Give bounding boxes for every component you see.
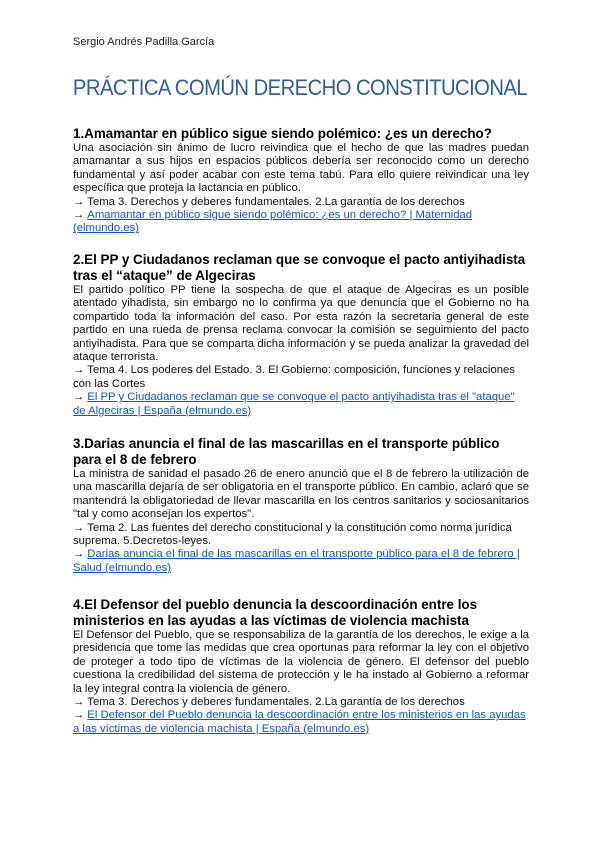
section-2 [73, 252, 529, 418]
topic-text: Tema 2. Las fuentes del derecho constitucional y la constitución como norma jurídica suprema. 5.Decretos-leyes. [73, 521, 512, 548]
section-topic [73, 696, 529, 709]
arrow-icon: → [73, 548, 85, 561]
source-link[interactable]: El Defensor del Pueblo denuncia la descoordinación entre los ministerios en las ayudas a las víctimas de violencia machista | España (elmundo.es) [73, 709, 526, 735]
section-topic [73, 522, 529, 549]
section-body: Una asociación sin ánimo de lucro reivindica que el hecho de que las madres puedan amamantar a sus hijos en espacios públicos debería ser reconocido como un derecho fundamental y así poder acabar con este tema tabú. Para ello quiere reivindicar una ley específica que proteja la lactancia en público. [73, 142, 529, 195]
section-source [73, 209, 529, 236]
source-link[interactable]: El PP y Ciudadanos reclaman que se convoque el pacto antiyihadista tras el "ataque" de Algeciras | España (elmundo.es) [73, 391, 515, 417]
section-source [73, 548, 529, 575]
section-source [73, 709, 529, 736]
section-heading: 2.El PP y Ciudadanos reclaman que se convoque el pacto antiyihadista tras el “ataque” de Algeciras [73, 252, 526, 283]
section-1 [73, 126, 529, 236]
topic-text: Tema 3. Derechos y deberes fundamentales. 2.La garantía de los derechos [87, 696, 465, 709]
section-topic [73, 364, 529, 391]
source-link[interactable]: Amamantar en público sigue siendo polémico: ¿es un derecho? | Maternidad (elmundo.es) [73, 209, 473, 235]
arrow-icon: → [73, 696, 85, 709]
source-link[interactable]: Darias anuncia el final de las mascarillas en el transporte público para el 8 de febrero | Salud (elmundo.es) [73, 548, 520, 574]
section-heading: 1.Amamantar en público sigue siendo polémico: ¿es un derecho? [73, 126, 492, 141]
section-source [73, 391, 529, 418]
section-heading: 3.Darias anuncia el final de las mascarillas en el transporte público para el 8 de febrero [73, 436, 500, 467]
arrow-icon: → [73, 521, 85, 534]
section-topic [73, 196, 529, 209]
author-name: Sergio Andrés Padilla García [73, 36, 215, 48]
arrow-icon: → [73, 391, 85, 404]
section-4 [73, 597, 529, 736]
arrow-icon: → [73, 364, 85, 377]
topic-text: Tema 4. Los poderes del Estado. 3. El Gobierno: composición, funciones y relaciones con las Cortes [73, 364, 515, 390]
arrow-icon: → [73, 195, 85, 208]
section-3 [73, 436, 529, 575]
section-body: El Defensor del Pueblo, que se responsabiliza de la garantía de los derechos, le exige a la presidencia que tome las medidas que crea oportunas para reformar la ley con el objetivo de proteger a todo tipo de víctimas de la violencia de género. El defensor del pueblo cuestiona la credibilidad del sistema de protección y le ha instado al Gobierno a reformar la ley integral contra la violencia de género. [73, 629, 529, 695]
arrow-icon: → [73, 209, 85, 222]
arrow-icon: → [73, 709, 85, 722]
section-heading: 4.El Defensor del pueblo denuncia la descoordinación entre los ministerios en las ayudas a las víctimas de violencia machista [73, 597, 478, 628]
topic-text: Tema 3. Derechos y deberes fundamentales. 2.La garantía de los derechos [87, 195, 465, 208]
document-title: PRÁCTICA COMÚN DERECHO CONSTITUCIONAL [72, 75, 528, 100]
section-body: El partido político PP tiene la sospecha de que el ataque de Algeciras es un posible atentado yihadista, sin embargo no lo confirma ya que denuncia que el Gobierno no ha compartido toda la información del caso. Por esta razón la secretaria general de este partido en una rueda de prensa reclama convocar la comisión se seguimiento del pacto antiyihadista. Para que se comparta dicha información y se pueda analizar la gravedad del ataque terrorista. [73, 284, 529, 364]
section-body: La ministra de sanidad el pasado 26 de enero anunció que el 8 de febrero la utilización de una mascarilla dejaría de ser obligatoria en el transporte público. En cambio, aclaró que se mantendrá la obligatoriedad de llevar mascarilla en los centros sanitarios y sociosanitarios "tal y como aconsejan los expertos". [73, 468, 529, 521]
